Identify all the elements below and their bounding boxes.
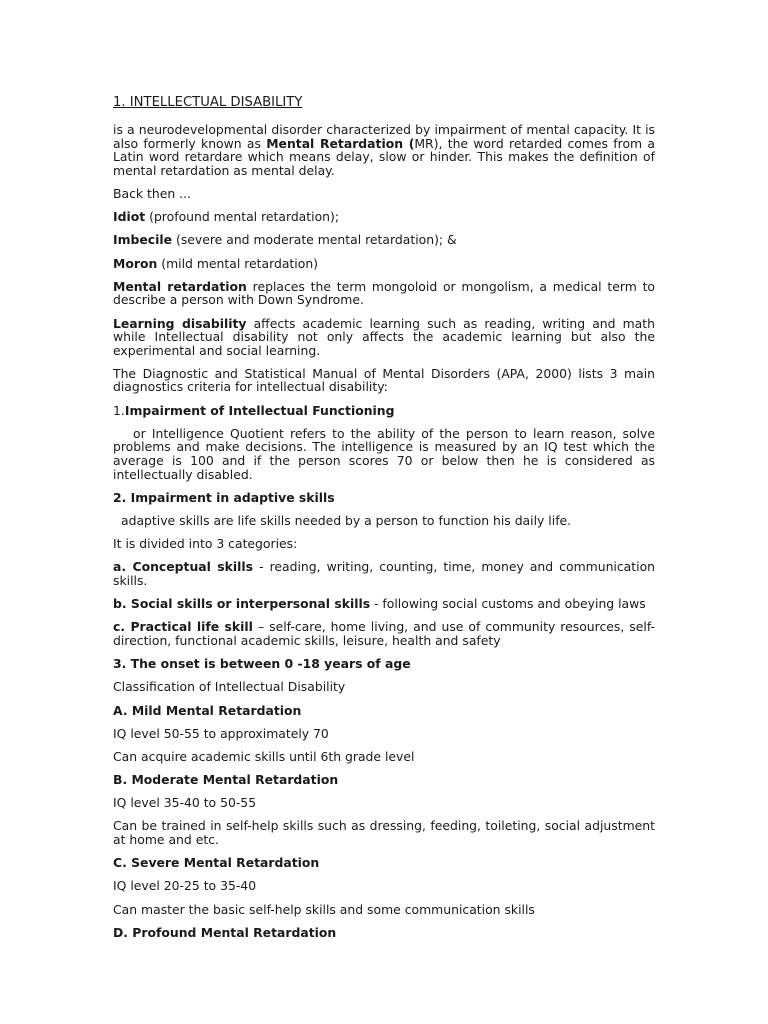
category-b-desc: - following social customs and obeying laws: [370, 596, 646, 612]
intro-paragraph: [113, 123, 655, 177]
categories-intro: It is divided into 3 categories:: [113, 536, 298, 552]
criteria2-text-body: adaptive skills are life skills needed by a person to function his daily life.: [121, 513, 572, 528]
severe-iq: IQ level 20-25 to 35-40: [113, 878, 257, 894]
dsm-paragraph: The Diagnostic and Statistical Manual of Mental Disorders (APA, 2000) lists 3 main diagnostics criteria for intellectual disability:: [113, 365, 655, 395]
criteria2-text: [113, 514, 655, 528]
category-a-paragraph: [113, 560, 655, 587]
idiot-desc: (profound mental retardation);: [145, 209, 340, 225]
moderate-desc: Can be trained in self-help skills such as dressing, feeding, toileting, social adjustment at home and etc.: [113, 818, 655, 848]
intro-text-post: MR), the word retarded comes from a Latin word retardare which means delay, slow or hinder. This makes the definition of mental retardation as mental delay.: [113, 135, 655, 178]
moron-term: Moron: [113, 255, 158, 271]
moderate-iq: IQ level 35-40 to 50-55: [113, 795, 257, 811]
mental-retardation-paragraph: [113, 280, 655, 307]
mild-heading: A. Mild Mental Retardation: [113, 702, 302, 718]
moron-paragraph: [113, 257, 655, 271]
criteria2-heading: 2. Impairment in adaptive skills: [113, 489, 335, 505]
document-title: 1. INTELLECTUAL DISABILITY: [113, 95, 303, 110]
imbecile-term: Imbecile: [113, 232, 173, 248]
category-c-term: c. Practical life skill: [113, 619, 253, 635]
criteria3-heading: 3. The onset is between 0 -18 years of age: [113, 656, 411, 672]
profound-heading: D. Profound Mental Retardation: [113, 924, 337, 940]
mental-retardation-term: Mental retardation: [113, 278, 247, 294]
mild-iq: IQ level 50-55 to approximately 70: [113, 725, 329, 741]
imbecile-desc: (severe and moderate mental retardation); &: [172, 232, 457, 248]
mild-desc: Can acquire academic skills until 6th grade level: [113, 748, 415, 764]
learning-disability-paragraph: [113, 317, 655, 358]
mental-retardation-desc: replaces the term mongoloid or mongolism, a medical term to describe a person with Down Syndrome.: [113, 278, 656, 308]
severe-heading: C. Severe Mental Retardation: [113, 855, 320, 871]
category-b-paragraph: [113, 597, 655, 611]
criteria1-number: 1.: [113, 402, 125, 418]
severe-desc: Can master the basic self-help skills and some communication skills: [113, 901, 535, 917]
category-a-term: a. Conceptual skills: [113, 559, 254, 575]
criteria1-title: Impairment of Intellectual Functioning: [124, 402, 395, 418]
imbecile-paragraph: [113, 233, 655, 247]
category-a-desc: - reading, writing, counting, time, money and communication skills.: [113, 559, 655, 588]
category-c-desc: – self-care, home living, and use of community resources, self-direction, functional academic skills, leisure, health and safety: [113, 619, 655, 648]
criteria1-text: [113, 427, 655, 481]
learning-disability-desc: affects academic learning such as reading, writing and math while Intellectual disability not only affects the academic learning but also the experimental and social learning.: [113, 315, 655, 358]
criteria1-text-body: or Intelligence Quotient refers to the ability of the person to learn reason, solve problems and make decisions. The intelligence is measured by an IQ test which the average is 100 and if the person scores 70 or below then he is considered as intellectually disabled.: [113, 425, 655, 482]
criteria1-heading: [113, 404, 655, 418]
moderate-heading: B. Moderate Mental Retardation: [113, 772, 339, 788]
category-b-term: b. Social skills or interpersonal skills: [113, 596, 371, 612]
back-then-paragraph: Back then ...: [113, 185, 191, 201]
moron-desc: (mild mental retardation): [157, 255, 319, 271]
document-page: [113, 95, 655, 949]
intro-text-pre: is a neurodevelopmental disorder characterized by impairment of mental capacity. It is also formerly known as: [113, 122, 655, 151]
classification-heading: Classification of Intellectual Disability: [113, 679, 346, 695]
intro-bold-term: Mental Retardation (: [266, 135, 415, 151]
learning-disability-term: Learning disability: [113, 315, 247, 331]
category-c-paragraph: [113, 620, 655, 647]
idiot-paragraph: [113, 210, 655, 224]
idiot-term: Idiot: [113, 209, 146, 225]
